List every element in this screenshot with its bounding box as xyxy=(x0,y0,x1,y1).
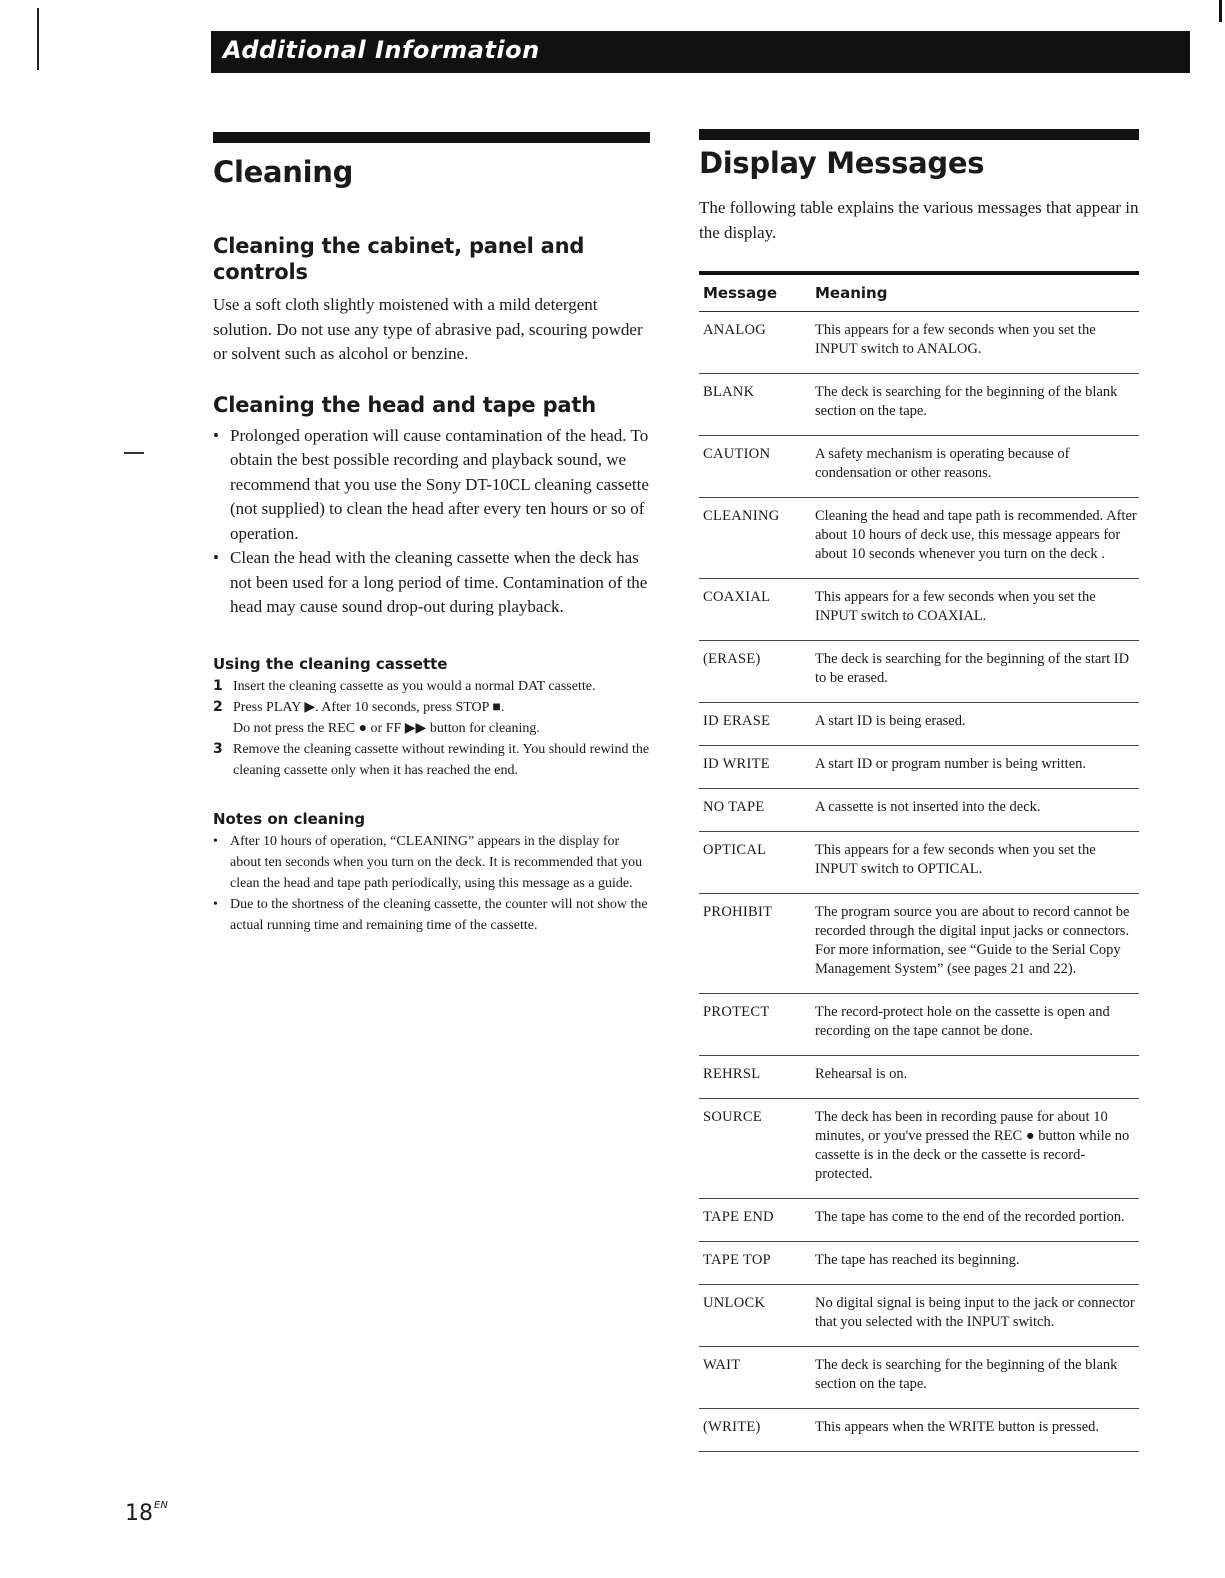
table-row xyxy=(699,994,1139,1056)
head-heading: Cleaning the head and tape path xyxy=(213,392,596,417)
col-header-message: Message xyxy=(699,273,811,312)
messages-table xyxy=(699,271,1139,1452)
step-item xyxy=(213,739,650,781)
message-meaning: A start ID or program number is being written. xyxy=(811,746,1139,789)
message-code: ANALOG xyxy=(699,312,811,374)
message-meaning: The deck is searching for the beginning of the start ID to be erased. xyxy=(811,641,1139,703)
message-meaning: This appears for a few seconds when you set the INPUT switch to COAXIAL. xyxy=(811,579,1139,641)
message-code: PROHIBIT xyxy=(699,894,811,994)
message-code: OPTICAL xyxy=(699,832,811,894)
list-item: • Clean the head with the cleaning cassette when the deck has not been used for a long period of time. Contamination of the head may cause sound drop-out during playback. xyxy=(213,546,650,620)
section-banner xyxy=(211,31,1190,73)
message-meaning: The record-protect hole on the cassette is open and recording on the tape cannot be done. xyxy=(811,994,1139,1056)
message-meaning: This appears for a few seconds when you set the INPUT switch to OPTICAL. xyxy=(811,832,1139,894)
step-note: Do not press the REC ● or FF ▶▶ button for cleaning. xyxy=(233,720,540,736)
message-code: ID WRITE xyxy=(699,746,811,789)
banner-title: Additional Information xyxy=(223,36,540,64)
cleaning-section xyxy=(213,132,650,936)
cabinet-heading: Cleaning the cabinet, panel and controls xyxy=(213,234,585,284)
message-meaning: The deck is searching for the beginning of the blank section on the tape. xyxy=(811,1347,1139,1409)
table-row xyxy=(699,641,1139,703)
message-code: REHRSL xyxy=(699,1056,811,1099)
message-meaning: The deck has been in recording pause for about 10 minutes, or you've pressed the REC ● button while no cassette is in the deck or the cassette is record-protected. xyxy=(811,1099,1139,1199)
message-code: BLANK xyxy=(699,374,811,436)
message-code: CLEANING xyxy=(699,498,811,579)
table-row xyxy=(699,436,1139,498)
table-header-row xyxy=(699,273,1139,312)
message-code: (ERASE) xyxy=(699,641,811,703)
message-code: CAUTION xyxy=(699,436,811,498)
step-text: Press PLAY ▶. After 10 seconds, press STOP ■. xyxy=(233,699,505,715)
message-code: COAXIAL xyxy=(699,579,811,641)
scan-dash-mark xyxy=(124,452,144,454)
step-number: 3 xyxy=(213,740,223,757)
list-item: • After 10 hours of operation, “CLEANING” appears in the display for about ten seconds when you turn on the deck. It is recommended that you clean the head and tape path periodically, using this message as a guide. xyxy=(213,831,650,894)
table-row xyxy=(699,1099,1139,1199)
message-meaning: Cleaning the head and tape path is recommended. After about 10 hours of deck use, this message appears for about 10 seconds whenever you turn on the deck . xyxy=(811,498,1139,579)
section-rule xyxy=(213,132,650,143)
message-meaning: The program source you are about to record cannot be recorded through the digital input jacks or connectors. For more information, see “Guide to the Serial Copy Management System” (see pages 21 and 22). xyxy=(811,894,1139,994)
step-item xyxy=(213,697,650,739)
table-row xyxy=(699,312,1139,374)
message-meaning: No digital signal is being input to the jack or connector that you selected with the INPUT switch. xyxy=(811,1285,1139,1347)
notes-bullets xyxy=(213,831,650,936)
message-code: ID ERASE xyxy=(699,703,811,746)
table-row xyxy=(699,1199,1139,1242)
head-bullets xyxy=(213,424,650,620)
list-item: • Prolonged operation will cause contamination of the head. To obtain the best possible recording and playback sound, we recommend that you use the Sony DT-10CL cleaning cassette (not supplied) to clean the head after every ten hours or so of operation. xyxy=(213,424,650,547)
table-row xyxy=(699,894,1139,994)
table-row xyxy=(699,746,1139,789)
table-row xyxy=(699,789,1139,832)
table-row xyxy=(699,374,1139,436)
message-code: UNLOCK xyxy=(699,1285,811,1347)
page-language-suffix: EN xyxy=(154,1500,168,1511)
message-meaning: This appears for a few seconds when you set the INPUT switch to ANALOG. xyxy=(811,312,1139,374)
message-meaning: A safety mechanism is operating because of condensation or other reasons. xyxy=(811,436,1139,498)
message-meaning: Rehearsal is on. xyxy=(811,1056,1139,1099)
message-code: PROTECT xyxy=(699,994,811,1056)
section-rule xyxy=(699,129,1139,140)
step-item xyxy=(213,676,650,697)
message-meaning: The tape has reached its beginning. xyxy=(811,1242,1139,1285)
table-row xyxy=(699,579,1139,641)
using-steps xyxy=(213,676,650,781)
scan-corner-mark xyxy=(1219,0,1222,22)
table-row xyxy=(699,832,1139,894)
message-meaning: The tape has come to the end of the recorded portion. xyxy=(811,1199,1139,1242)
cleaning-title: Cleaning xyxy=(213,155,354,189)
message-code: WAIT xyxy=(699,1347,811,1409)
step-text: Insert the cleaning cassette as you would a normal DAT cassette. xyxy=(233,678,596,694)
using-heading: Using the cleaning cassette xyxy=(213,654,448,673)
display-title: Display Messages xyxy=(699,146,985,180)
table-row xyxy=(699,1285,1139,1347)
display-messages-section xyxy=(699,129,1139,1452)
messages-table-body xyxy=(699,312,1139,1452)
table-row xyxy=(699,1056,1139,1099)
message-code: (WRITE) xyxy=(699,1409,811,1452)
cabinet-text: Use a soft cloth slightly moistened with a mild detergent solution. Do not use any type of abrasive pad, scouring powder or solvent such as alcohol or benzine. xyxy=(213,295,643,363)
message-code: TAPE END xyxy=(699,1199,811,1242)
message-meaning: A start ID is being erased. xyxy=(811,703,1139,746)
col-header-meaning: Meaning xyxy=(811,273,1139,312)
display-intro: The following table explains the various messages that appear in the display. xyxy=(699,198,1139,242)
binding-margin-line xyxy=(37,8,39,70)
message-meaning: A cassette is not inserted into the deck. xyxy=(811,789,1139,832)
step-text: Remove the cleaning cassette without rewinding it. You should rewind the cleaning cassette only when it has reached the end. xyxy=(233,741,650,778)
page-number-value: 18 xyxy=(125,1501,153,1526)
message-meaning: This appears when the WRITE button is pressed. xyxy=(811,1409,1139,1452)
table-row xyxy=(699,703,1139,746)
table-row xyxy=(699,498,1139,579)
step-number: 1 xyxy=(213,677,223,694)
step-number: 2 xyxy=(213,698,223,715)
table-row xyxy=(699,1242,1139,1285)
message-code: SOURCE xyxy=(699,1099,811,1199)
message-code: TAPE TOP xyxy=(699,1242,811,1285)
message-meaning: The deck is searching for the beginning of the blank section on the tape. xyxy=(811,374,1139,436)
table-row xyxy=(699,1347,1139,1409)
notes-heading: Notes on cleaning xyxy=(213,809,366,828)
page-number xyxy=(125,1500,168,1526)
message-code: NO TAPE xyxy=(699,789,811,832)
list-item: • Due to the shortness of the cleaning cassette, the counter will not show the actual running time and remaining time of the cassette. xyxy=(213,894,650,936)
table-row xyxy=(699,1409,1139,1452)
